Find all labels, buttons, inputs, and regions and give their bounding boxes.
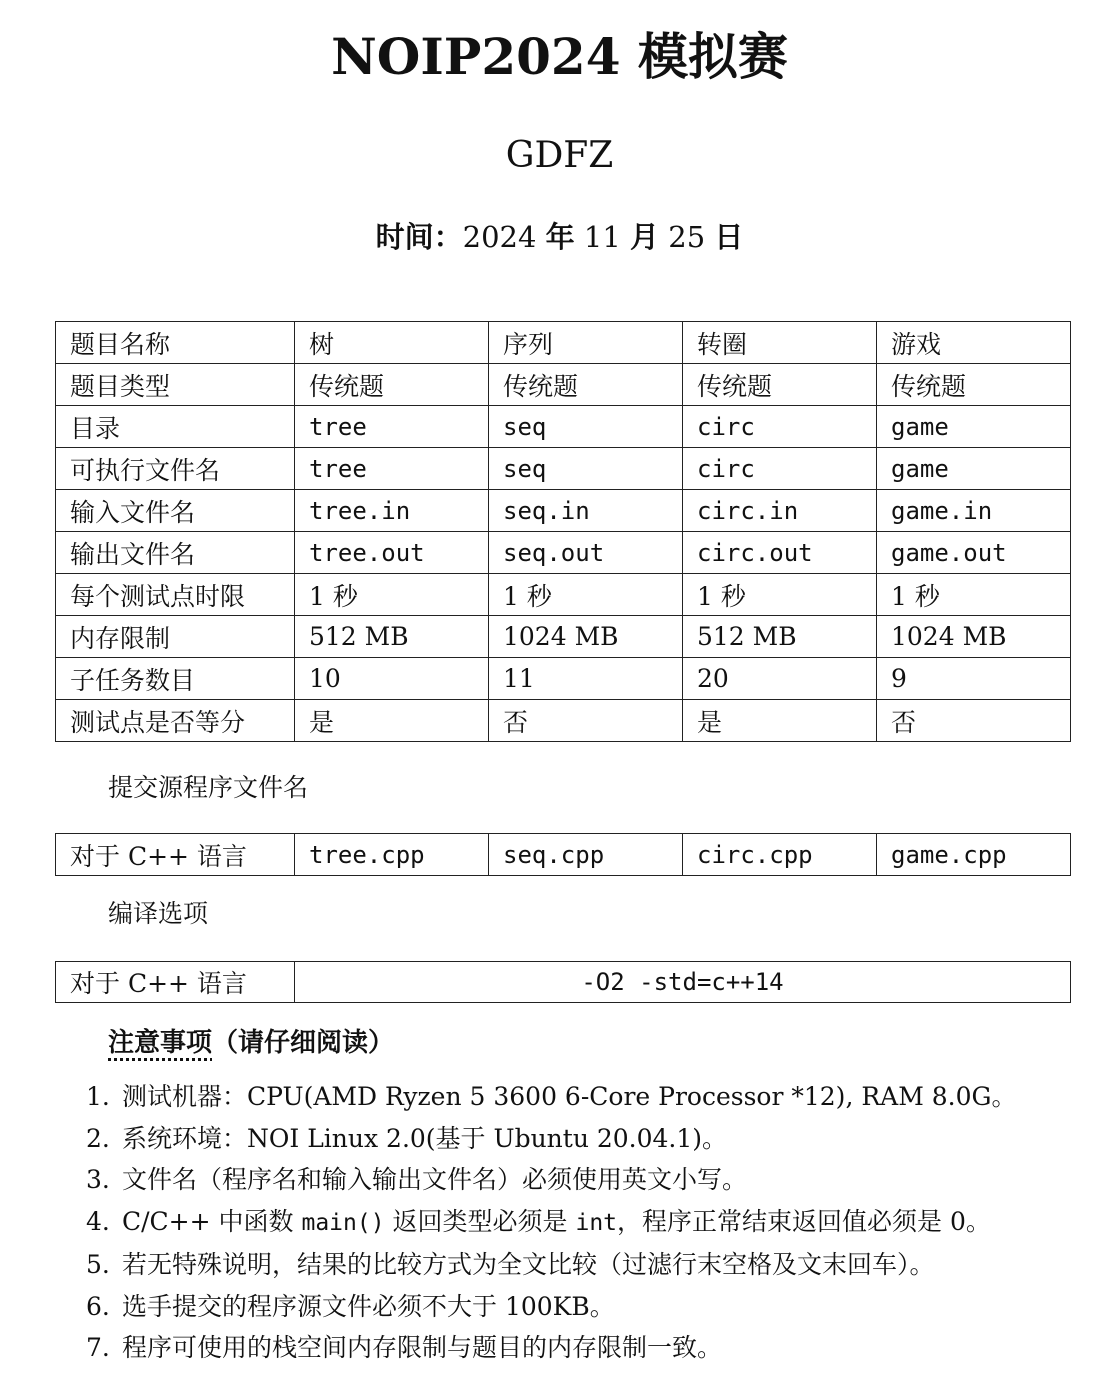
compile-options-table	[55, 961, 1071, 1003]
table-row	[56, 364, 1071, 406]
row-label: 内存限制	[56, 616, 295, 658]
table-cell: tree	[295, 406, 489, 448]
item-text: 选手提交的程序源文件必须不大于 100KB。	[122, 1291, 615, 1321]
table-row	[56, 834, 1071, 876]
row-label: 题目类型	[56, 364, 295, 406]
list-item	[86, 1076, 1086, 1118]
table-cell: 传统题	[877, 364, 1071, 406]
table-cell: seq	[489, 448, 683, 490]
date-day: 25	[668, 220, 706, 254]
table-cell: seq	[489, 406, 683, 448]
item-number: 3.	[86, 1165, 110, 1194]
table-row	[56, 406, 1071, 448]
list-item	[86, 1286, 1086, 1328]
row-label: 输入文件名	[56, 490, 295, 532]
table-row	[56, 490, 1071, 532]
table-cell: circ.cpp	[683, 834, 877, 876]
source-files-heading: 提交源程序文件名	[108, 773, 309, 802]
list-item	[86, 1244, 1086, 1286]
table-cell: 转圈	[683, 322, 877, 364]
list-item	[86, 1201, 1086, 1245]
table-cell: game	[877, 406, 1071, 448]
date-label: 时间：	[375, 220, 463, 254]
date-month: 11	[583, 220, 621, 254]
inline-code-int: int	[575, 1209, 618, 1236]
notice-list	[86, 1076, 1086, 1369]
row-label: 题目名称	[56, 322, 295, 364]
table-cell: circ	[683, 448, 877, 490]
source-files-table	[55, 833, 1071, 876]
table-cell: 游戏	[877, 322, 1071, 364]
table-cell: circ.in	[683, 490, 877, 532]
row-label: 目录	[56, 406, 295, 448]
table-cell: 传统题	[295, 364, 489, 406]
table-row	[56, 322, 1071, 364]
table-cell: 1024 MB	[489, 616, 683, 658]
date-month-unit: 月	[630, 220, 660, 254]
table-cell: 512 MB	[683, 616, 877, 658]
table-cell: 传统题	[683, 364, 877, 406]
table-row	[56, 616, 1071, 658]
table-cell: game	[877, 448, 1071, 490]
table-cell: 是	[683, 700, 877, 742]
table-cell: seq.cpp	[489, 834, 683, 876]
table-cell: 否	[489, 700, 683, 742]
item-text: 测试机器：CPU(AMD Ryzen 5 3600 6-Core Processor *12), RAM 8.0G。	[122, 1082, 1017, 1111]
item-text-pre: C/C++ 中函数	[122, 1206, 302, 1236]
item-text-post: ，程序正常结束返回值必须是 0。	[617, 1206, 991, 1236]
table-cell: 1024 MB	[877, 616, 1071, 658]
row-label: 对于 C++ 语言	[56, 834, 295, 876]
item-text: 程序可使用的栈空间内存限制与题目的内存限制一致。	[122, 1333, 723, 1362]
table-cell: 20	[683, 658, 877, 700]
table-cell: 9	[877, 658, 1071, 700]
table-row	[56, 574, 1071, 616]
contest-title: NOIP2024 模拟赛	[331, 27, 788, 86]
date-year-unit: 年	[545, 220, 575, 254]
table-row	[56, 448, 1071, 490]
table-cell: 树	[295, 322, 489, 364]
table-cell: 否	[877, 700, 1071, 742]
list-item	[86, 1159, 1086, 1201]
table-row	[56, 962, 1071, 1003]
compile-options-heading: 编译选项	[108, 899, 209, 928]
row-label: 输出文件名	[56, 532, 295, 574]
list-item	[86, 1118, 1086, 1160]
table-cell: tree.cpp	[295, 834, 489, 876]
table-cell: game.out	[877, 532, 1071, 574]
table-cell: 11	[489, 658, 683, 700]
row-label: 每个测试点时限	[56, 574, 295, 616]
notice-heading	[108, 1025, 394, 1061]
item-number: 4.	[86, 1206, 110, 1236]
row-label: 子任务数目	[56, 658, 295, 700]
table-cell: 1 秒	[489, 574, 683, 616]
item-text: 文件名（程序名和输入输出文件名）必须使用英文小写。	[122, 1165, 748, 1194]
compile-options-value: -O2 -std=c++14	[295, 962, 1071, 1003]
item-text: 系统环境：NOI Linux 2.0(基于 Ubuntu 20.04.1)。	[122, 1123, 728, 1153]
item-text: 若无特殊说明，结果的比较方式为全文比较（过滤行末空格及文末回车）。	[122, 1250, 935, 1279]
table-cell: 传统题	[489, 364, 683, 406]
table-cell: seq.out	[489, 532, 683, 574]
contest-date	[0, 216, 1119, 258]
item-number: 2.	[86, 1123, 110, 1153]
list-item	[86, 1327, 1086, 1369]
notice-heading-paren: （请仔细阅读）	[212, 1028, 395, 1058]
table-cell: circ.out	[683, 532, 877, 574]
table-cell: tree	[295, 448, 489, 490]
item-number: 1.	[86, 1082, 110, 1111]
date-day-unit: 日	[714, 220, 744, 254]
table-cell: 序列	[489, 322, 683, 364]
row-label: 对于 C++ 语言	[56, 962, 295, 1003]
table-cell: game.cpp	[877, 834, 1071, 876]
item-number: 5.	[86, 1250, 110, 1279]
table-cell: 512 MB	[295, 616, 489, 658]
row-label: 可执行文件名	[56, 448, 295, 490]
table-row	[56, 700, 1071, 742]
table-row	[56, 532, 1071, 574]
inline-code-main: main()	[301, 1209, 385, 1236]
table-cell: 1 秒	[295, 574, 489, 616]
problem-table	[55, 321, 1071, 742]
table-cell: circ	[683, 406, 877, 448]
table-cell: 10	[295, 658, 489, 700]
table-cell: seq.in	[489, 490, 683, 532]
row-label: 测试点是否等分	[56, 700, 295, 742]
table-cell: tree.out	[295, 532, 489, 574]
organizer: GDFZ	[505, 135, 614, 176]
item-number: 7.	[86, 1333, 110, 1362]
table-cell: 1 秒	[683, 574, 877, 616]
item-number: 6.	[86, 1291, 110, 1321]
notice-heading-emphasis: 注意事项	[108, 1028, 213, 1058]
table-cell: tree.in	[295, 490, 489, 532]
date-year: 2024	[462, 220, 537, 254]
table-cell: 1 秒	[877, 574, 1071, 616]
table-row	[56, 658, 1071, 700]
item-text-mid: 返回类型必须是	[384, 1206, 576, 1236]
table-cell: 是	[295, 700, 489, 742]
table-cell: game.in	[877, 490, 1071, 532]
